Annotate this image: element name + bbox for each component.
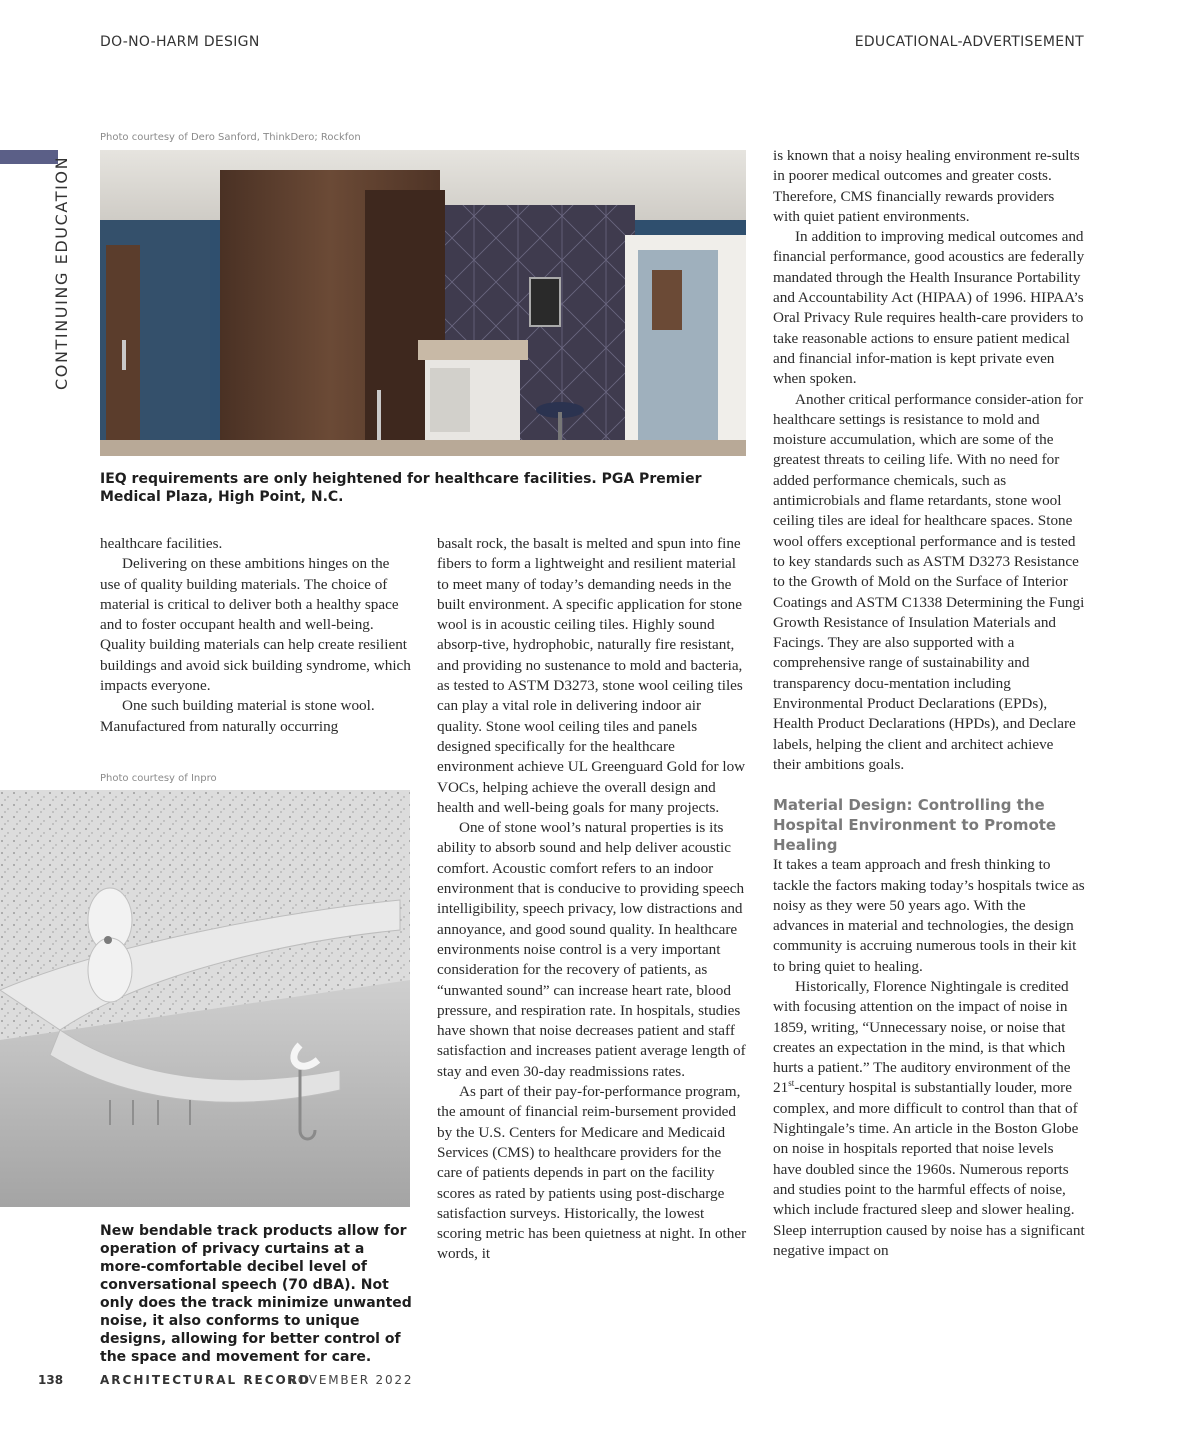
section-label: CONTINUING EDUCATION [52, 155, 71, 390]
paragraph: In addition to improving medical outcomes and financial performance, good acoustics are federally mandated through the Health Insurance Portability and Accountability Act (HIPAA) of 1996. HIPAA’s Oral Privacy Rule requires health-care providers to take reasonable actions to ensure patient medical and financial infor-mation is kept private even when spoken. [773, 228, 1085, 388]
running-header-right: EDUCATIONAL-ADVERTISEMENT [854, 34, 1084, 50]
paragraph: Another critical performance consider-ation for healthcare settings is resistance to mold and moisture accumulation, which are some of the greatest threats to ceiling life. With no need for added performance chemicals, such as antimicrobials and flame retardants, stone wool ceiling tiles are ideal for healthcare spaces. Stone wool offers exceptional performance and is tested to key standards such as ASTM D3273 Resistance to the Growth of Mold on the Surface of Interior Coatings and ASTM C1338 Determining the Fungi Growth Resistance of Insulation Materials and Facings. They are also supported with a comprehensive range of sustainability and transparency docu-mentation including Environmental Product Declarations (EPDs), Health Product Declarations (HPDs), and Declare labels, helping the client and architect achieve their ambitions goals. [773, 390, 1085, 773]
paragraph: healthcare facilities. [100, 535, 223, 552]
text-span: -century hospital is substantially louder, more complex, and more difficult to control than that of Nightingale’s time. An article in the Boston Globe on noise in hospitals reported that noise levels have doubled since the 1960s. Numerous reports and studies point to the harmful effects of noise, which include fractured sleep and slower healing. Sleep interruption caused by noise has a significant negative impact on [773, 1079, 1085, 1259]
photo-curtain-track [0, 790, 410, 1207]
running-header-left: DO-NO-HARM DESIGN [100, 34, 260, 50]
body-column-3 [773, 146, 1085, 1261]
body-column-1 [100, 534, 412, 737]
photo-credit: Photo courtesy of Dero Sanford, ThinkDero; Rockfon [100, 132, 361, 143]
paragraph: As part of their pay-for-performance program, the amount of financial reim-bursement provided by the U.S. Centers for Medicare and Medicaid Services (CMS) to healthcare providers for the care of patients depends in part on the facility scores as rated by patients using post-discharge satisfaction surveys. Historically, the lowest scoring metric has been quietness at night. In other words, it [437, 1083, 747, 1263]
paragraph: One such building material is stone wool. Manufactured from naturally occurring [100, 697, 375, 735]
section-heading: Material Design: Controlling the Hospital Environment to Promote Healing [773, 796, 1057, 855]
figure-caption: New bendable track products allow for operation of privacy curtains at a more-comfortable decibel level of conversational speech (70 dBA). Not only does the track minimize unwanted noise, it also conforms to unique designs, allowing for better control of the space and movement for care. [100, 1223, 412, 1365]
body-column-2 [437, 534, 749, 1265]
page-number: 138 [38, 1373, 64, 1387]
paragraph: Delivering on these ambitions hinges on the use of quality building materials. The choice of material is critical to deliver both a healthy space and to foster occupant health and well-being. Quality building materials can help create resilient buildings and avoid sick building syndrome, which impacts everyone. [100, 555, 411, 695]
paragraph: is known that a noisy healing environment re-sults in poorer medical outcomes and greater costs. Therefore, CMS financially rewards providers with quiet patient environments. [773, 147, 1080, 225]
magazine-name: ARCHITECTURAL RECORD [100, 1373, 311, 1387]
exam-room-illustration [100, 150, 746, 456]
figure-caption: IEQ requirements are only heightened for healthcare facilities. PGA Premier Medical Plaza, High Point, N.C. [100, 471, 702, 505]
paragraph [773, 977, 1085, 1261]
photo-exam-room [100, 150, 746, 456]
photo-credit: Photo courtesy of Inpro [100, 773, 217, 784]
sidebar-accent-bar [0, 150, 58, 164]
issue-date: NOVEMBER 2022 [287, 1373, 414, 1387]
curtain-track-illustration [0, 790, 410, 1207]
paragraph: basalt rock, the basalt is melted and spun into fine fibers to form a lightweight and resilient material to meet many of today’s demanding needs in the built environment. A specific application for stone wool is in acoustic ceiling tiles. Highly sound absorp-tive, hydrophobic, naturally fire resistant, and providing no sustenance to mold and bacteria, as tested to ASTM D3273, stone wool ceiling tiles can play a vital role in delivering indoor air quality. Stone wool ceiling tiles and panels designed specifically for the healthcare environment achieve UL Greenguard Gold for low VOCs, helping achieve the overall design and health and well-being goals for many projects. [437, 535, 746, 816]
paragraph: One of stone wool’s natural properties is its ability to absorb sound and help deliver acoustic comfort. Acoustic comfort refers to an indoor environment that is conducive to providing speech intelligibility, speech privacy, low distractions and annoyance, and good sound quality. In healthcare environments noise control is a very important consideration for the recovery of patients, as “unwanted sound” can increase heart rate, blood pressure, and respiration rate. In hospitals, studies have shown that noise decreases patient and staff satisfaction and increases patient average length of stay and even 30-day readmissions rates. [437, 819, 746, 1080]
text-span: Historically, Florence Nightingale is credited with focusing attention on the impact of noise in 1859, writing, “Unnecessary noise, or noise that creates an expectation in the mind, is that which hurts a patient.” The auditory environment of the 21 [773, 977, 1071, 1097]
superscript: st [788, 1078, 795, 1089]
paragraph: It takes a team approach and fresh thinking to tackle the factors making today’s hospitals twice as noisy as they were 50 years ago. With the advances in material and technologies, the design community is accruing numerous tools in their kit to bring quiet to healing. [773, 856, 1085, 975]
